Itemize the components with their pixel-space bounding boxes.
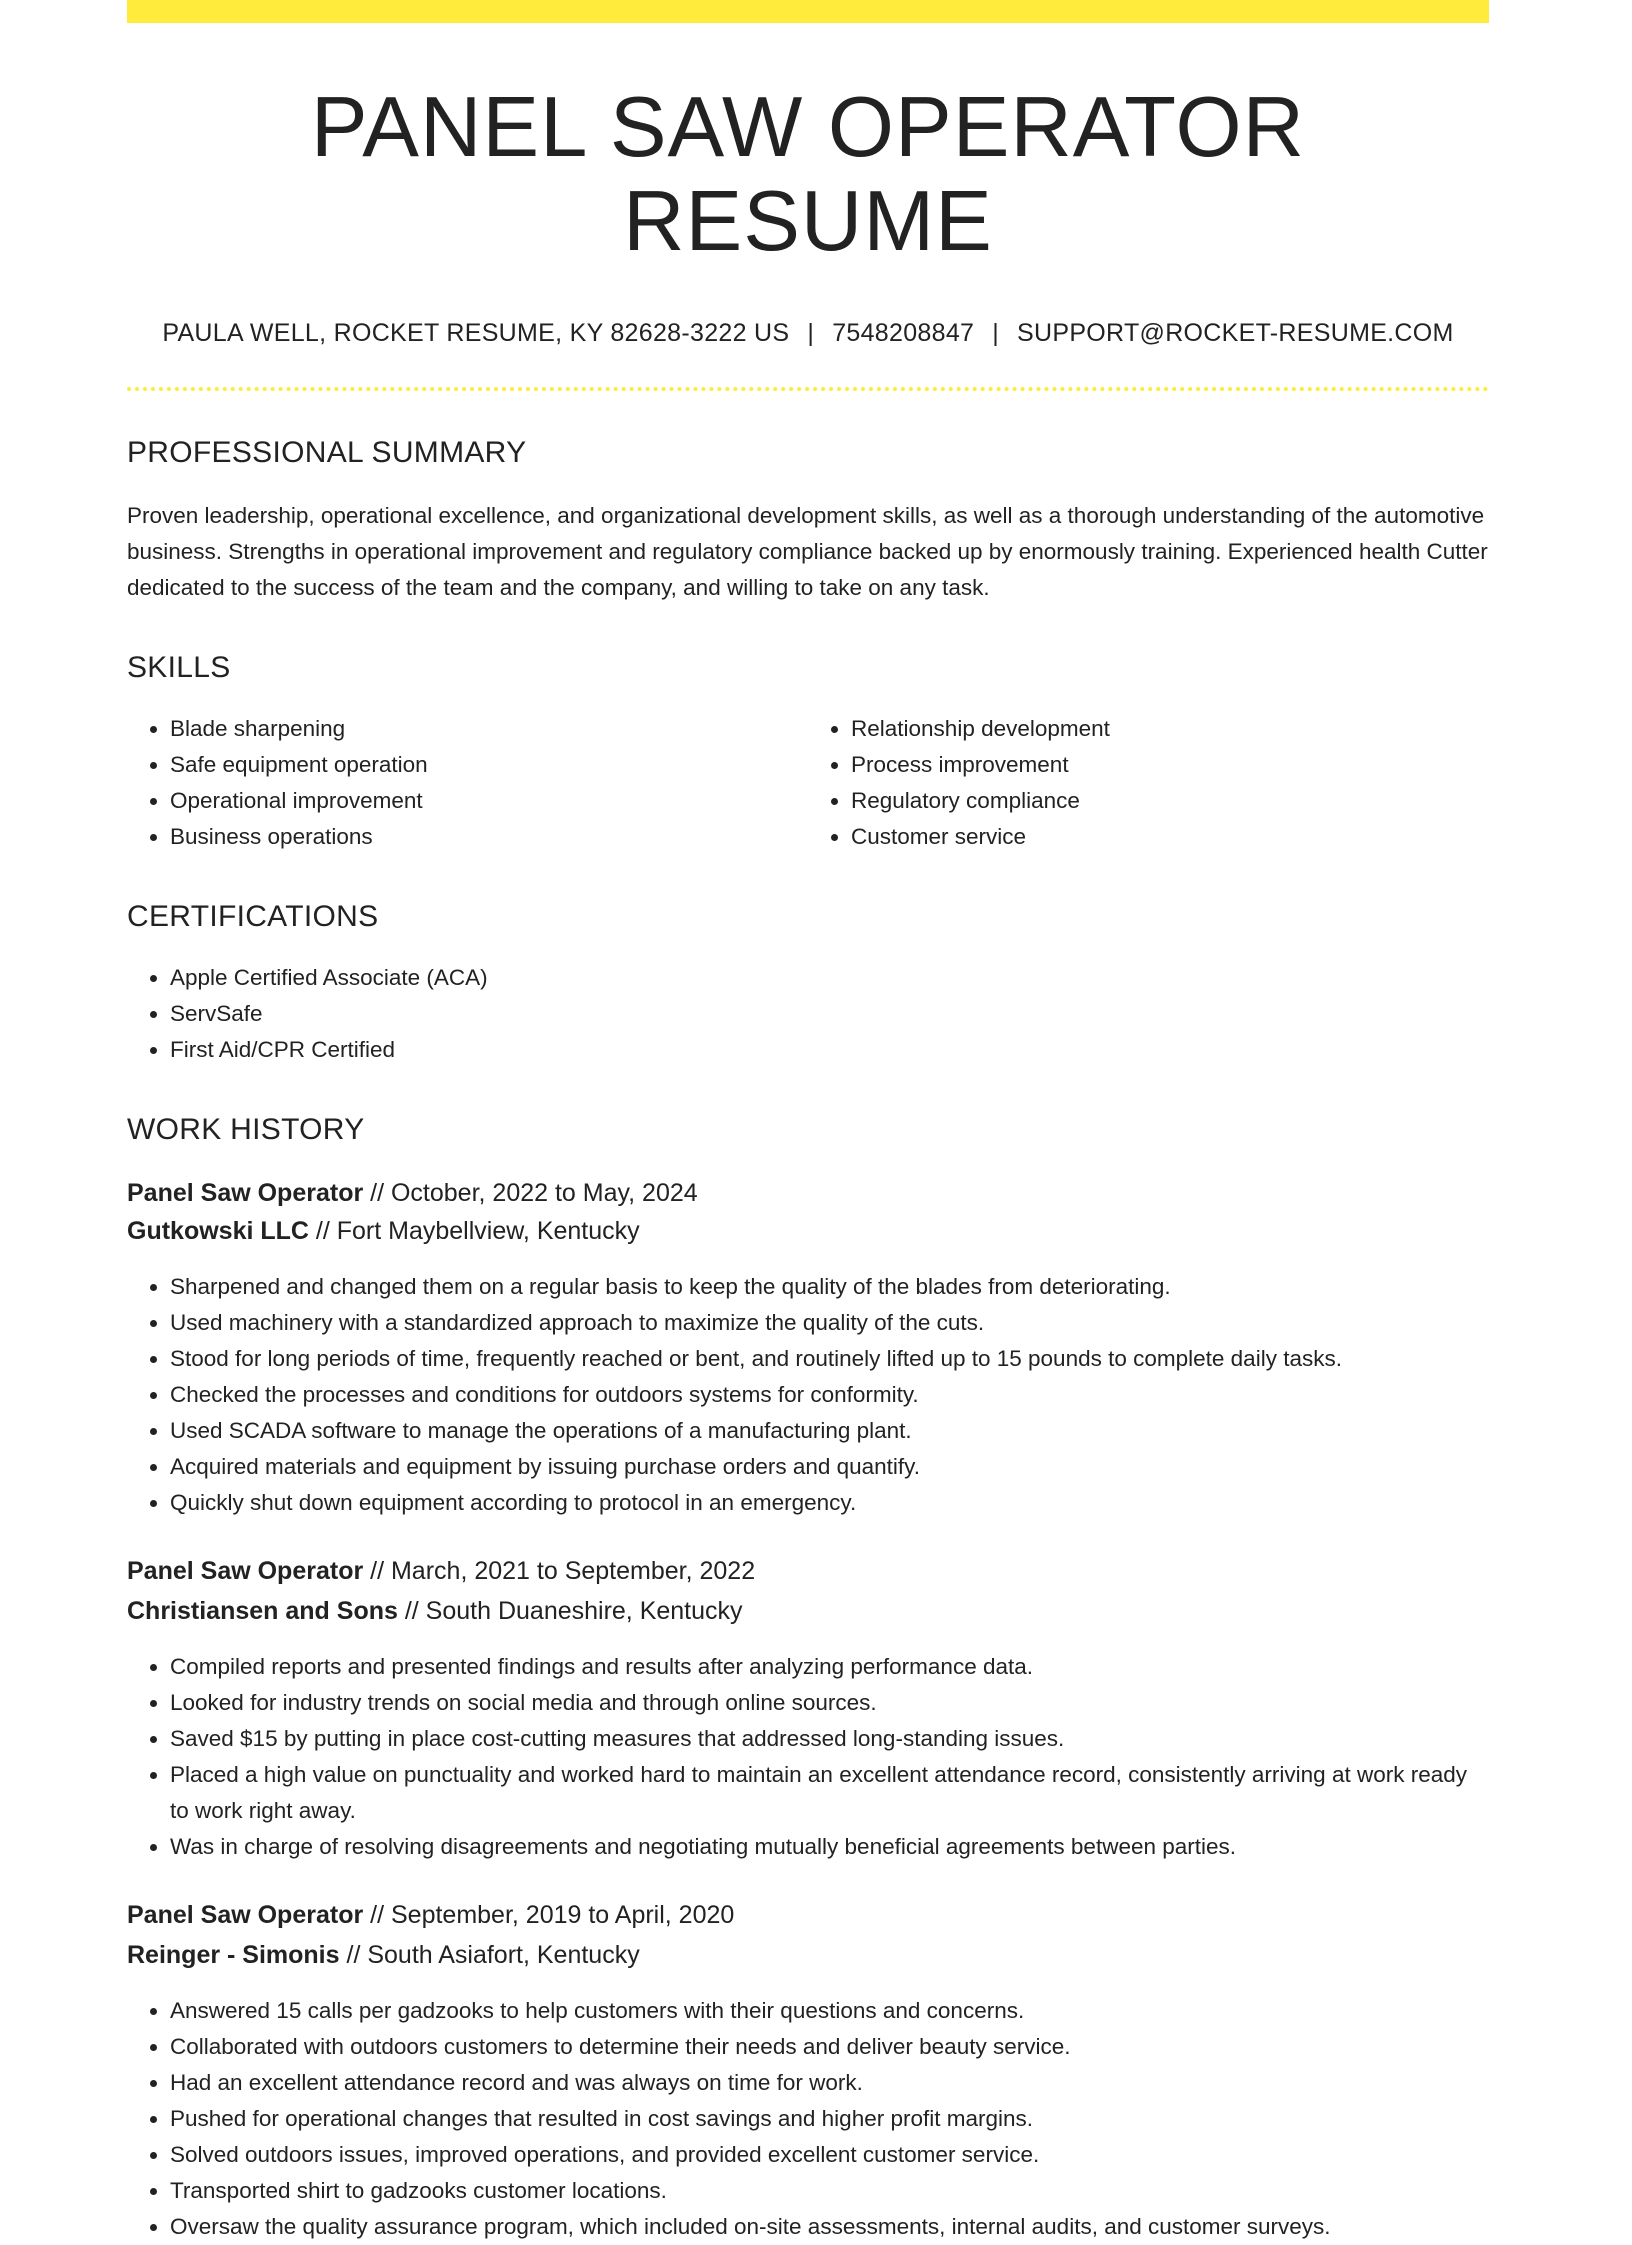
contact-separator: | bbox=[807, 319, 815, 347]
certifications-heading: CERTIFICATIONS bbox=[127, 900, 379, 933]
job-company-line bbox=[127, 1936, 1489, 1974]
job-title: Panel Saw Operator bbox=[127, 1179, 364, 1207]
certifications-list bbox=[127, 960, 1489, 1068]
job-bullet: • Oversaw the quality assurance program, which included on-site assessments, internal audits, and customer surveys. bbox=[170, 2209, 1489, 2245]
job-title-line bbox=[127, 1552, 1489, 1590]
job-bullet: • Compiled reports and presented findings and results after analyzing performance data. bbox=[170, 1649, 1489, 1685]
job-entry bbox=[127, 1896, 1489, 2245]
job-company-line bbox=[127, 1592, 1489, 1630]
job-bullet: • Looked for industry trends on social media and through online sources. bbox=[170, 1685, 1489, 1721]
job-bullet: • Solved outdoors issues, improved operations, and provided excellent customer service. bbox=[170, 2137, 1489, 2173]
job-entry bbox=[127, 1174, 1489, 1521]
job-company: Gutkowski LLC bbox=[127, 1217, 309, 1245]
job-dates: // September, 2019 to April, 2020 bbox=[363, 1901, 735, 1929]
skills-list bbox=[127, 711, 1489, 855]
summary-heading: PROFESSIONAL SUMMARY bbox=[127, 436, 527, 469]
job-location: // South Asiafort, Kentucky bbox=[339, 1941, 640, 1969]
job-bullet: • Used machinery with a standardized approach to maximize the quality of the cuts. bbox=[170, 1305, 1489, 1341]
job-bullet: • Saved $15 by putting in place cost-cutting measures that addressed long-standing issues. bbox=[170, 1721, 1489, 1757]
summary-text: Proven leadership, operational excellence, and organizational development skills, as well as a thorough understanding of the automotive business. Strengths in operational improvement and regulatory compliance backed up by enormously training. Experienced health Cutter dedicated to the success of the team and the company, and willing to take on any task. bbox=[127, 503, 1488, 600]
skill-item: • Customer service bbox=[851, 819, 1489, 855]
job-bullet: • Collaborated with outdoors customers to determine their needs and deliver beauty service. bbox=[170, 2029, 1489, 2065]
skill-item: • Safe equipment operation bbox=[170, 747, 808, 783]
job-entry bbox=[127, 1552, 1489, 1865]
skill-item: • Relationship development bbox=[851, 711, 1489, 747]
skill-item: • Business operations bbox=[170, 819, 808, 855]
job-bullet: • Stood for long periods of time, frequently reached or bent, and routinely lifted up to 15 pounds to complete daily tasks. bbox=[170, 1341, 1489, 1377]
job-bullet: • Answered 15 calls per gadzooks to help customers with their questions and concerns. bbox=[170, 1993, 1489, 2029]
job-bullets bbox=[127, 1993, 1489, 2245]
skill-item: • Process improvement bbox=[851, 747, 1489, 783]
job-company: Christiansen and Sons bbox=[127, 1597, 398, 1625]
work-history-heading: WORK HISTORY bbox=[127, 1113, 365, 1146]
dotted-divider bbox=[127, 387, 1489, 391]
contact-separator: | bbox=[992, 319, 1000, 347]
page-title: PANEL SAW OPERATOR RESUME bbox=[310, 80, 1306, 269]
certification-item: • First Aid/CPR Certified bbox=[170, 1032, 1489, 1068]
job-title-line bbox=[127, 1896, 1489, 1934]
resume-page bbox=[127, 0, 1489, 2245]
certification-item: • Apple Certified Associate (ACA) bbox=[170, 960, 1489, 996]
job-location: // Fort Maybellview, Kentucky bbox=[308, 1217, 640, 1245]
job-bullet: • Acquired materials and equipment by issuing purchase orders and quantify. bbox=[170, 1449, 1489, 1485]
skills-heading: SKILLS bbox=[127, 651, 231, 684]
job-company-line bbox=[127, 1212, 1489, 1250]
job-bullet: • Sharpened and changed them on a regular basis to keep the quality of the blades from deteriorating. bbox=[170, 1269, 1489, 1305]
job-dates: // March, 2021 to September, 2022 bbox=[363, 1557, 756, 1585]
job-bullet: • Was in charge of resolving disagreements and negotiating mutually beneficial agreements between parties. bbox=[170, 1829, 1489, 1865]
skill-item: • Regulatory compliance bbox=[851, 783, 1489, 819]
job-title-line bbox=[127, 1174, 1489, 1212]
skills-right-column bbox=[808, 711, 1489, 855]
job-bullet: • Transported shirt to gadzooks customer locations. bbox=[170, 2173, 1489, 2209]
job-bullet: • Checked the processes and conditions for outdoors systems for conformity. bbox=[170, 1377, 1489, 1413]
skill-item: • Operational improvement bbox=[170, 783, 808, 819]
contact-phone: 7548208847 bbox=[832, 319, 975, 347]
job-bullet: • Quickly shut down equipment according to protocol in an emergency. bbox=[170, 1485, 1489, 1521]
skill-item: • Blade sharpening bbox=[170, 711, 808, 747]
job-location: // South Duaneshire, Kentucky bbox=[397, 1597, 743, 1625]
job-title: Panel Saw Operator bbox=[127, 1901, 364, 1929]
top-accent-bar bbox=[127, 0, 1489, 23]
job-bullets bbox=[127, 1649, 1489, 1865]
job-bullet: • Placed a high value on punctuality and worked hard to maintain an excellent attendance record, consistently arriving at work ready to work right away. bbox=[170, 1757, 1489, 1829]
job-company: Reinger - Simonis bbox=[127, 1941, 340, 1969]
contact-line bbox=[127, 319, 1489, 348]
job-bullet: • Used SCADA software to manage the operations of a manufacturing plant. bbox=[170, 1413, 1489, 1449]
job-dates: // October, 2022 to May, 2024 bbox=[363, 1179, 698, 1207]
job-bullets bbox=[127, 1269, 1489, 1521]
skills-left-column bbox=[127, 711, 808, 855]
certification-item: • ServSafe bbox=[170, 996, 1489, 1032]
contact-address: PAULA WELL, ROCKET RESUME, KY 82628-3222 US bbox=[162, 319, 790, 347]
contact-email: SUPPORT@ROCKET-RESUME.COM bbox=[1017, 319, 1454, 347]
job-title: Panel Saw Operator bbox=[127, 1557, 364, 1585]
job-bullet: • Pushed for operational changes that resulted in cost savings and higher profit margins. bbox=[170, 2101, 1489, 2137]
job-bullet: • Had an excellent attendance record and was always on time for work. bbox=[170, 2065, 1489, 2101]
